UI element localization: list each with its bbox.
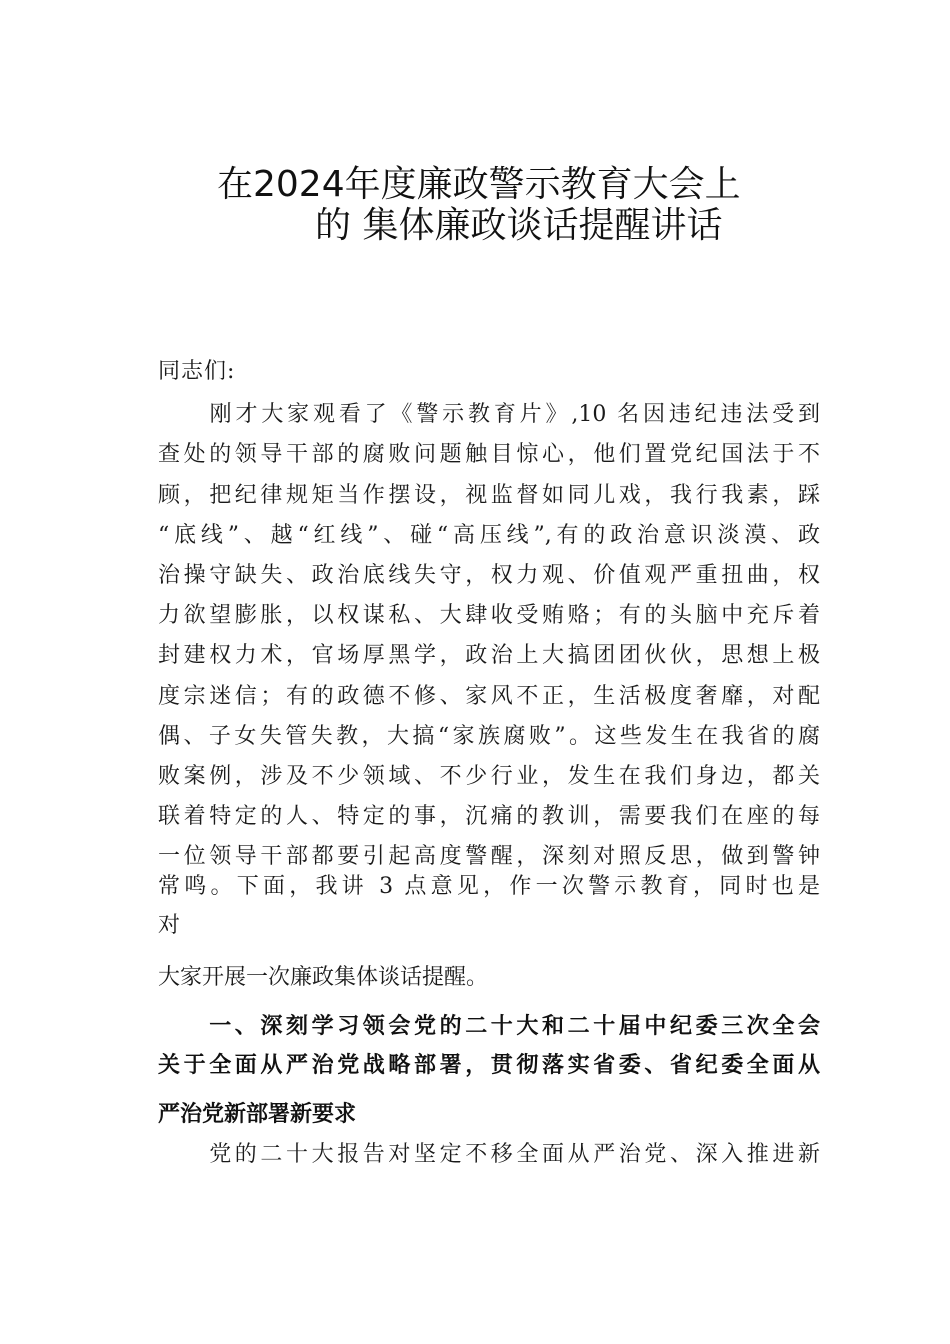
paragraph-line: 联着特定的人、特定的事，沉痛的教训，需要我们在座的每: [158, 804, 820, 829]
paragraph-line: 偶、子女失管失教，大搞“家族腐败”。这些发生在我省的腐: [158, 724, 820, 749]
document-title-line-2: 的 集体廉政谈话提醒讲话: [315, 205, 723, 246]
salutation: 同志们:: [158, 359, 236, 384]
paragraph-line: “底线”、越“红线”、碰“高压线”,有的政治意识淡漠、政: [158, 523, 820, 548]
paragraph-line: 一位领导干部都要引起高度警醒，深刻对照反思，做到警钟: [158, 844, 820, 869]
paragraph-line: 对: [158, 913, 181, 938]
document-title-line-1: 在2024年度廉政警示教育大会上: [217, 164, 741, 205]
paragraph-line: 力欲望膨胀，以权谋私、大肆收受贿赂；有的头脑中充斥着: [158, 603, 820, 628]
paragraph-line: 刚才大家观看了《警示教育片》,10 名因违纪违法受到: [158, 402, 820, 427]
paragraph-line: 败案例，涉及不少领域、不少行业，发生在我们身边，都关: [158, 764, 820, 789]
paragraph-line: 党的二十大报告对坚定不移全面从严治党、深入推进新: [158, 1142, 820, 1167]
paragraph-line: 治操守缺失、政治底线失守，权力观、价值观严重扭曲，权: [158, 563, 820, 588]
paragraph-line: 度宗迷信；有的政德不修、家风不正，生活极度奢靡，对配: [158, 684, 820, 709]
paragraph-continuation: 大家开展一次廉政集体谈话提醒。: [158, 965, 489, 990]
section-heading-line: 关于全面从严治党战略部署，贯彻落实省委、省纪委全面从: [158, 1053, 820, 1078]
section-heading-line: 严治党新部署新要求: [158, 1102, 357, 1127]
paragraph-line: 封建权力术，官场厚黑学，政治上大搞团团伙伙，思想上极: [158, 643, 820, 668]
section-heading-line: 一、深刻学习领会党的二十大和二十届中纪委三次全会: [158, 1014, 820, 1039]
paragraph-line: 常鸣。下面，我讲 3 点意见，作一次警示教育，同时也是: [158, 874, 820, 899]
paragraph-line: 查处的领导干部的腐败问题触目惊心，他们置党纪国法于不: [158, 442, 820, 467]
paragraph-line: 顾，把纪律规矩当作摆设，视监督如同儿戏，我行我素，踩: [158, 483, 820, 508]
